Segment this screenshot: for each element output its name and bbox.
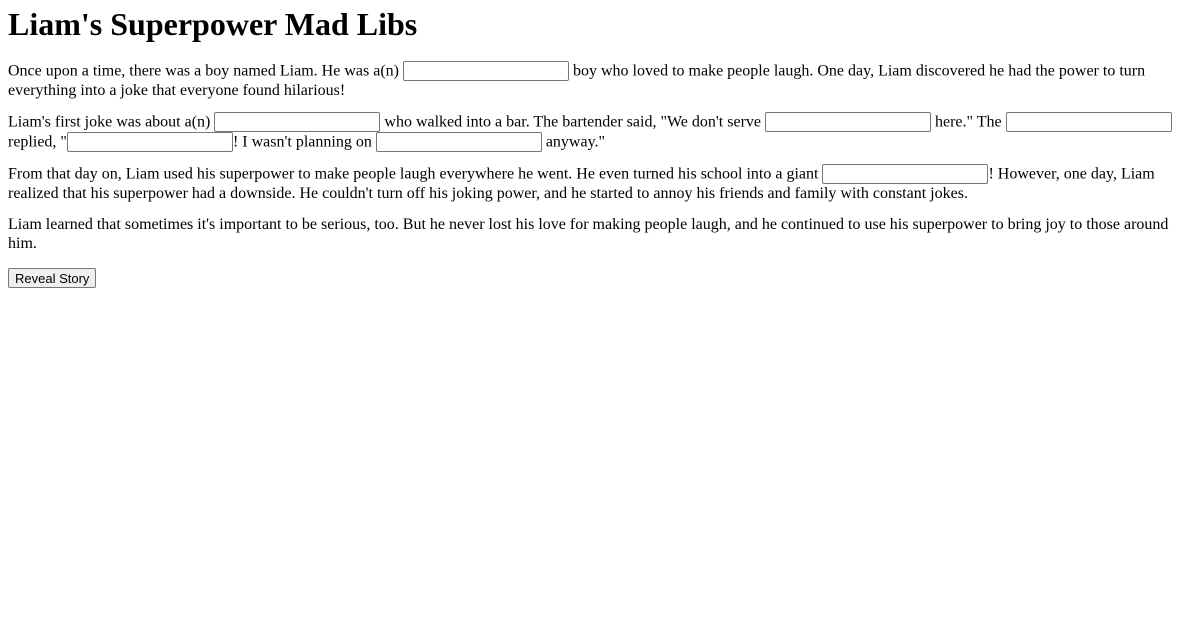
story-paragraph-4 (8, 215, 1192, 253)
noun-blank-7[interactable] (822, 164, 988, 184)
story-text: anyway." (541, 133, 606, 151)
story-text: ! I wasn't planning on (232, 133, 376, 151)
story-paragraph-1 (8, 61, 1192, 100)
reveal-story-button[interactable]: Reveal Story (8, 268, 96, 288)
noun-blank-2[interactable] (214, 112, 380, 132)
story-text: Once upon a time, there was a boy named Liam. He was a(n) (8, 62, 403, 80)
story-text: here." The (931, 113, 1006, 131)
story-text: From that day on, Liam used his superpower to make people laugh everywhere he went. He even turned his school into a giant (8, 165, 823, 183)
story-text: Liam learned that sometimes it's important to be serious, too. But he never lost his love for making people laugh, and he continued to use his superpower to bring joy to those around him. (8, 216, 1169, 252)
story-paragraph-2 (8, 112, 1192, 152)
adjective-blank-1[interactable] (403, 61, 569, 81)
story-text: replied, " (8, 133, 67, 151)
story-text: boy who loved to make people laugh. One day, Liam discovered he had the power to turn everything into a joke that everyone found hilarious! (8, 62, 1146, 99)
noun-blank-4[interactable] (1006, 112, 1172, 132)
exclamation-blank-5[interactable] (67, 132, 233, 152)
page-title: Liam's Superpower Mad Libs (8, 6, 418, 42)
story-paragraph-3 (8, 164, 1192, 203)
story-text: Liam's first joke was about a(n) (8, 113, 215, 131)
plural-noun-blank-3[interactable] (765, 112, 931, 132)
story-text: ! However, one day, Liam realized that his superpower had a downside. He couldn't turn off his joking power, and he started to annoy his friends and family with constant jokes. (8, 165, 1155, 202)
verb-blank-6[interactable] (376, 132, 542, 152)
story-text: who walked into a bar. The bartender said, "We don't serve (380, 113, 765, 131)
